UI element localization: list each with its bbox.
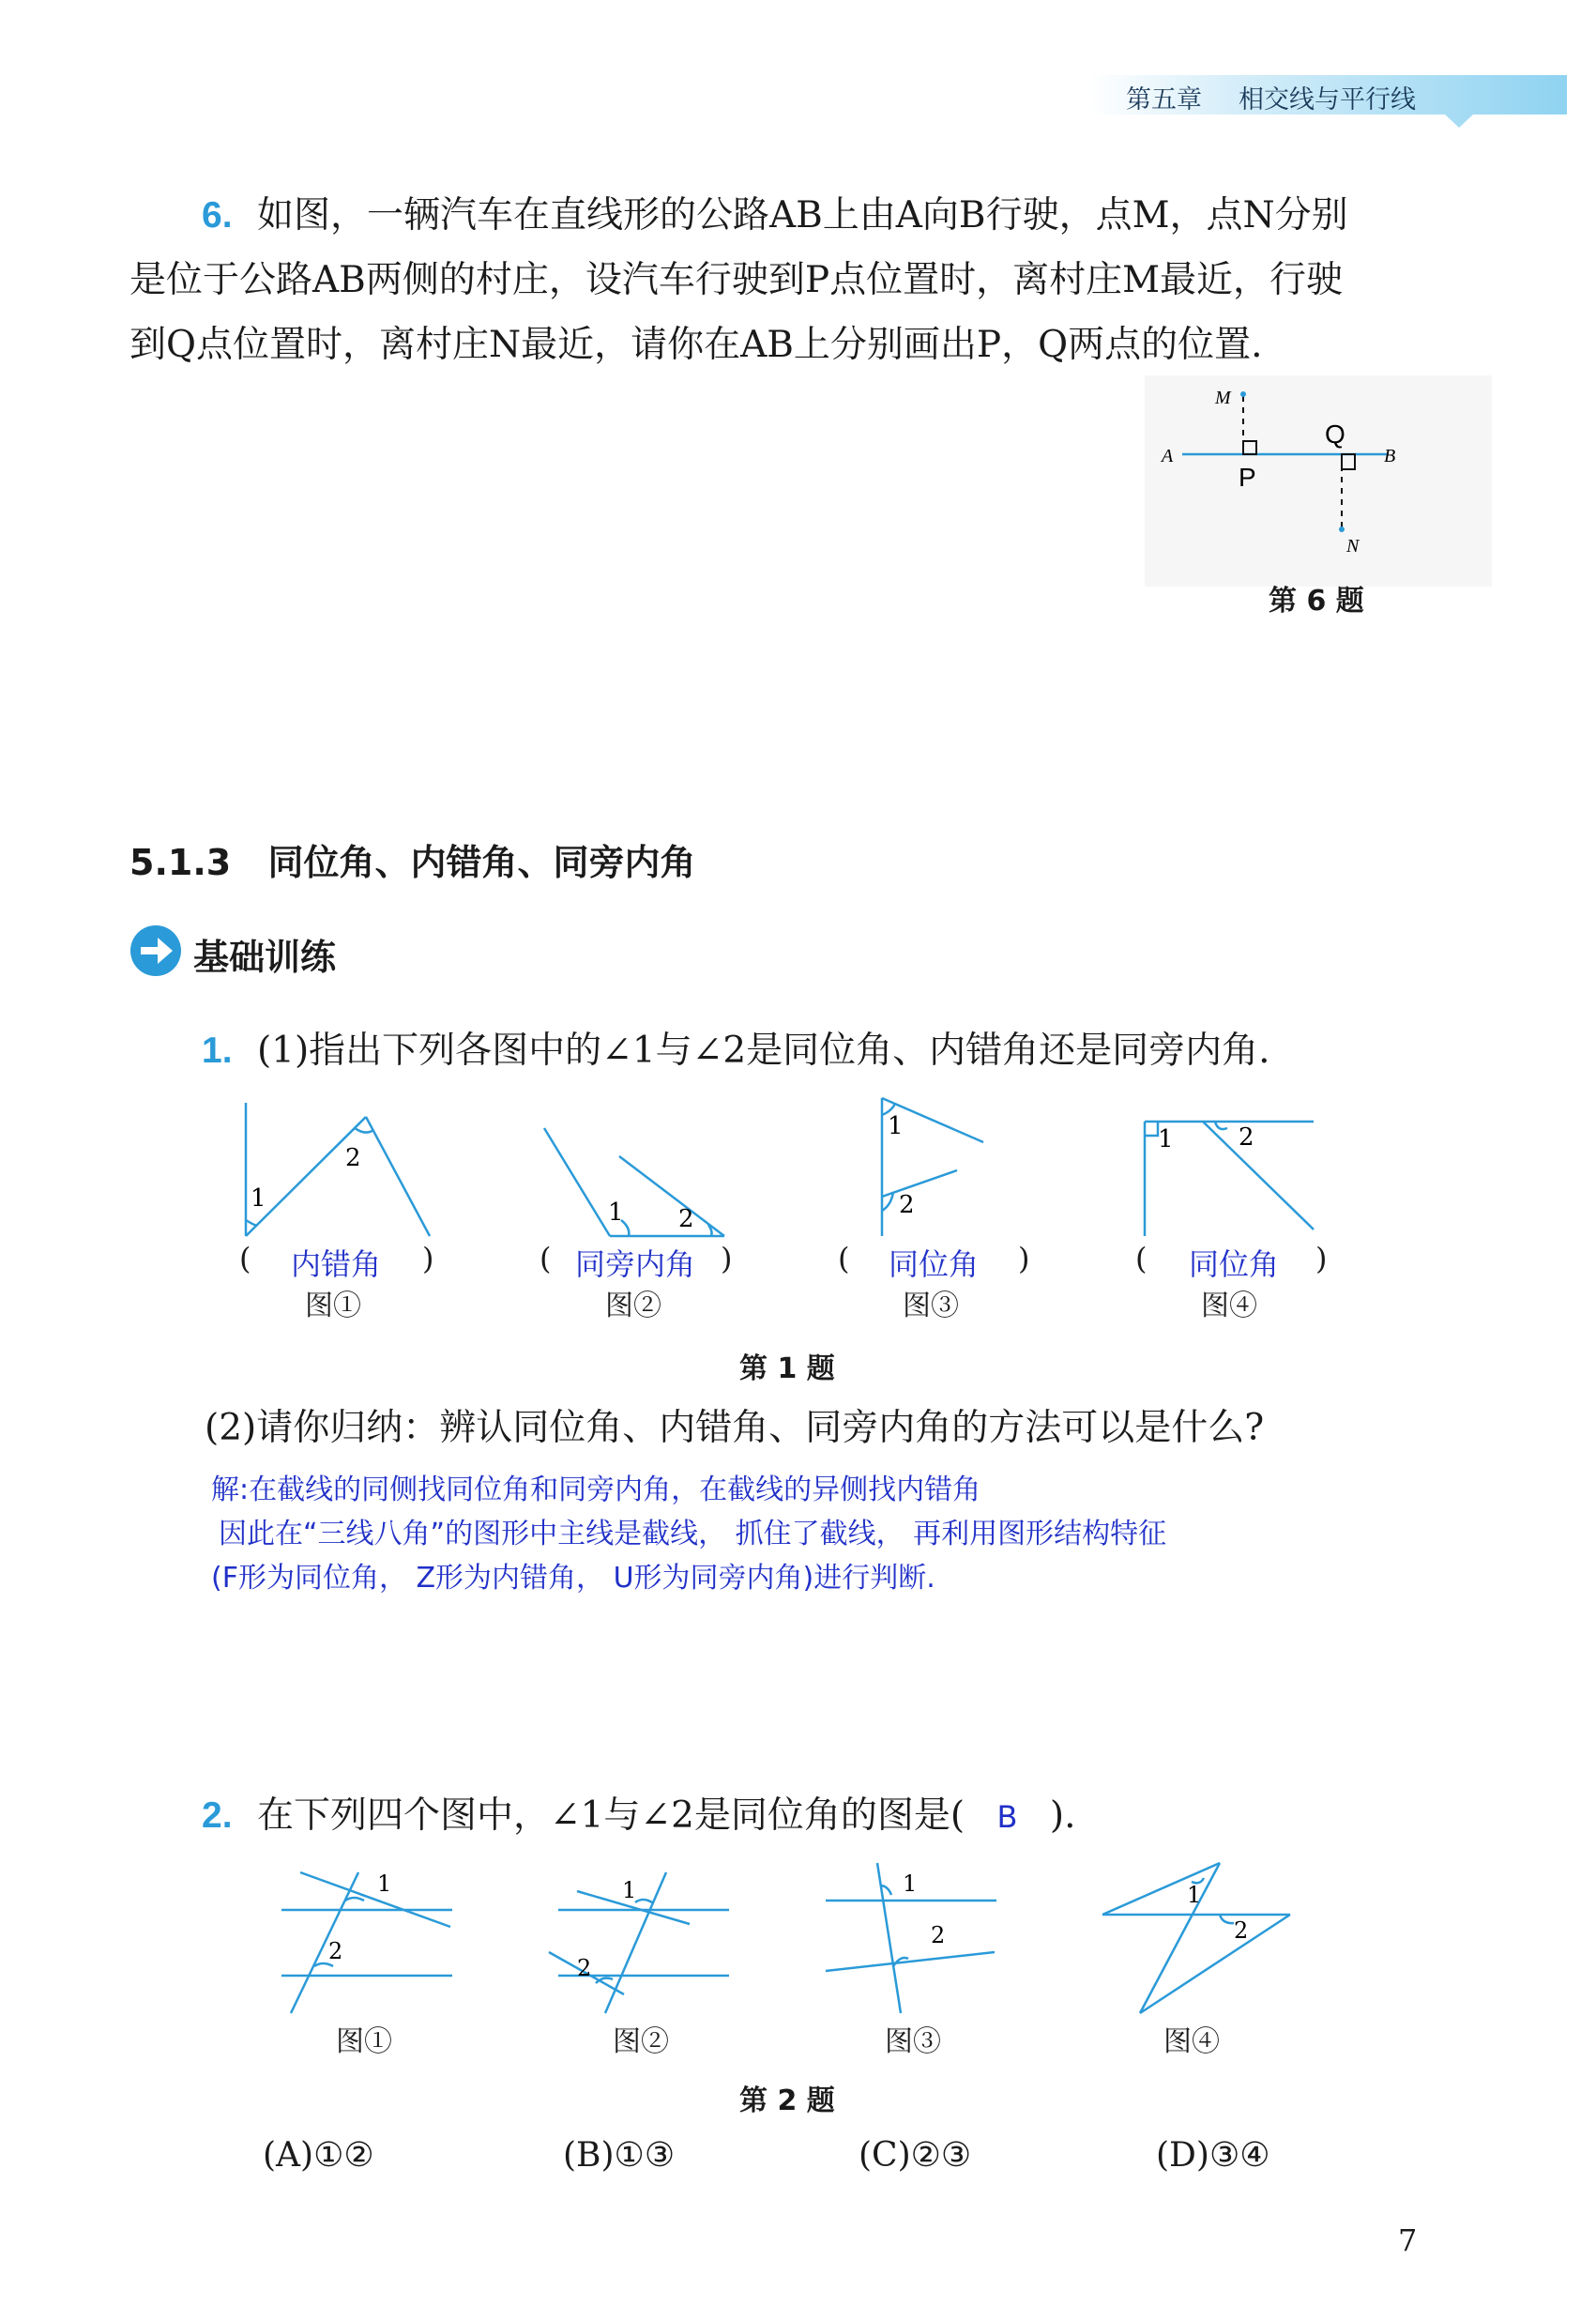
- q1-answer-2: 同旁内角: [575, 1246, 696, 1282]
- q2-text-before: 在下列四个图中，∠1与∠2是同位角的图是(: [256, 1794, 965, 1837]
- q1-solution-3: (F形为同位角， Z形为内错角， U形为同旁内角)进行判断.: [211, 1562, 935, 1595]
- q2-figlabel-row: [0, 2018, 1596, 2059]
- q2-line: [202, 1783, 1534, 1850]
- q6-figure: [1145, 375, 1492, 587]
- q1-part1-text: (1)指出下列各图中的∠1与∠2是同位角、内错角还是同旁内角.: [256, 1030, 1270, 1072]
- q6-line1: [202, 183, 1478, 249]
- section-number: 5.1.3: [129, 842, 232, 883]
- q1-figlabel-4: 图④: [1201, 1290, 1257, 1322]
- q1-answer-4: 同位角: [1189, 1246, 1280, 1282]
- q2-choices: [0, 2136, 1596, 2183]
- label-p: P: [1239, 463, 1256, 492]
- q6-line3: 到Q点位置时，离村庄N最近，请你在AB上分别画出P，Q两点的位置.: [129, 324, 1263, 366]
- q2-choice-d: (D)③④: [1156, 2136, 1270, 2175]
- q1-figlabel-3: 图③: [903, 1290, 959, 1322]
- q2-choice-c: (C)②③: [859, 2136, 972, 2175]
- q2-number: 2.: [202, 1795, 233, 1836]
- q1-part1: [202, 1018, 1515, 1084]
- q1-figlabel-1: 图①: [305, 1290, 361, 1322]
- q2-fig1-mark2: 2: [328, 1938, 343, 1964]
- page-number: 7: [1398, 2222, 1418, 2258]
- q2-fig4-mark1: 1: [1187, 1882, 1202, 1908]
- paren-open-2: (: [540, 1241, 552, 1276]
- q1-figures: [225, 1089, 1351, 1253]
- q1-number: 1.: [202, 1031, 233, 1071]
- q1-solution-1: 解:在截线的同侧找同位角和同旁内角，在截线的异侧找内错角: [211, 1474, 981, 1506]
- training-title: 基础训练: [193, 937, 337, 978]
- q2-choice-a: (A)①②: [263, 2136, 374, 2175]
- q2-fig3-mark2: 2: [931, 1922, 946, 1948]
- village-n: [1339, 527, 1345, 532]
- q2-figlabel-1: 图①: [336, 2025, 392, 2058]
- q6-caption: 第 6 题: [1269, 585, 1364, 618]
- paren-close-2: ): [721, 1241, 733, 1276]
- section-title: 同位角、内错角、同旁内角: [267, 842, 696, 883]
- q1-solution-2: 因此在“三线八角”的图形中主线是截线， 抓住了截线， 再利用图形结构特征: [219, 1518, 1167, 1550]
- label-b: B: [1384, 446, 1396, 466]
- paren-close-1: ): [422, 1241, 434, 1276]
- village-m: [1240, 391, 1246, 397]
- q1-fig1-mark1: 1: [251, 1184, 266, 1213]
- q2-figlabel-3: 图③: [885, 2025, 941, 2058]
- q1-fig4-mark1: 1: [1158, 1125, 1174, 1153]
- paren-open-3: (: [838, 1241, 850, 1276]
- q2-answer: B: [996, 1799, 1018, 1835]
- q1-fig3-mark1: 1: [888, 1112, 904, 1140]
- header-chapter: 第五章: [1126, 85, 1202, 115]
- q2-figlabel-2: 图②: [613, 2025, 669, 2058]
- q1-fig3-mark2: 2: [899, 1191, 915, 1219]
- paren-close-4: ): [1315, 1241, 1328, 1276]
- arrow-right-icon: [129, 924, 182, 977]
- q2-figlabel-4: 图④: [1163, 2025, 1220, 2058]
- label-a: A: [1162, 446, 1174, 466]
- q1-fig4-mark2: 2: [1239, 1123, 1254, 1152]
- q1-fig2-mark2: 2: [678, 1205, 694, 1233]
- q1-fig2-mark1: 1: [608, 1199, 624, 1227]
- q1-fig1-mark2: 2: [345, 1144, 361, 1172]
- q1-fig1: [246, 1103, 430, 1236]
- q6-text-1: 如图，一辆汽车在直线形的公路AB上由A向B行驶，点M，点N分别: [256, 194, 1348, 237]
- label-m: M: [1215, 388, 1231, 408]
- paren-open-4: (: [1135, 1241, 1148, 1276]
- paren-close-3: ): [1018, 1241, 1030, 1276]
- q2-fig2: [549, 1872, 729, 2013]
- q1-caption: 第 1 题: [739, 1352, 835, 1385]
- q2-figures: [263, 1854, 1332, 2023]
- q6-number: 6.: [202, 195, 233, 236]
- q1-answer-3: 同位角: [889, 1246, 980, 1282]
- header-title: 相交线与平行线: [1239, 85, 1416, 115]
- q1-fig2: [544, 1128, 724, 1236]
- q1-figlabel-row: [0, 1282, 1596, 1323]
- q1-part2: (2)请你归纳：辨认同位角、内错角、同旁内角的方法可以是什么?: [205, 1407, 1265, 1449]
- q2-fig4-mark2: 2: [1234, 1917, 1249, 1944]
- q2-fig2-mark2: 2: [577, 1955, 592, 1981]
- q2-caption: 第 2 题: [739, 2084, 835, 2117]
- q1-answer-1: 内错角: [291, 1246, 382, 1282]
- q2-choice-b: (B)①③: [563, 2136, 676, 2175]
- q2-fig2-mark1: 1: [622, 1877, 637, 1903]
- q2-text-after: ).: [1049, 1794, 1076, 1837]
- q2-fig1-mark1: 1: [377, 1871, 392, 1897]
- q1-answer-row: [0, 1241, 1596, 1288]
- q6-line2: 是位于公路AB两侧的村庄，设汽车行驶到P点位置时，离村庄M最近，行驶: [129, 259, 1343, 301]
- q6-figure-bg: [1145, 375, 1492, 587]
- label-n: N: [1346, 536, 1360, 557]
- q2-fig1: [281, 1872, 452, 2013]
- chapter-header: [1088, 73, 1567, 118]
- paren-open-1: (: [239, 1241, 251, 1276]
- q1-figlabel-2: 图②: [605, 1290, 661, 1322]
- q2-fig3-mark1: 1: [903, 1871, 918, 1897]
- section-heading: [129, 833, 695, 885]
- label-q: Q: [1325, 420, 1345, 449]
